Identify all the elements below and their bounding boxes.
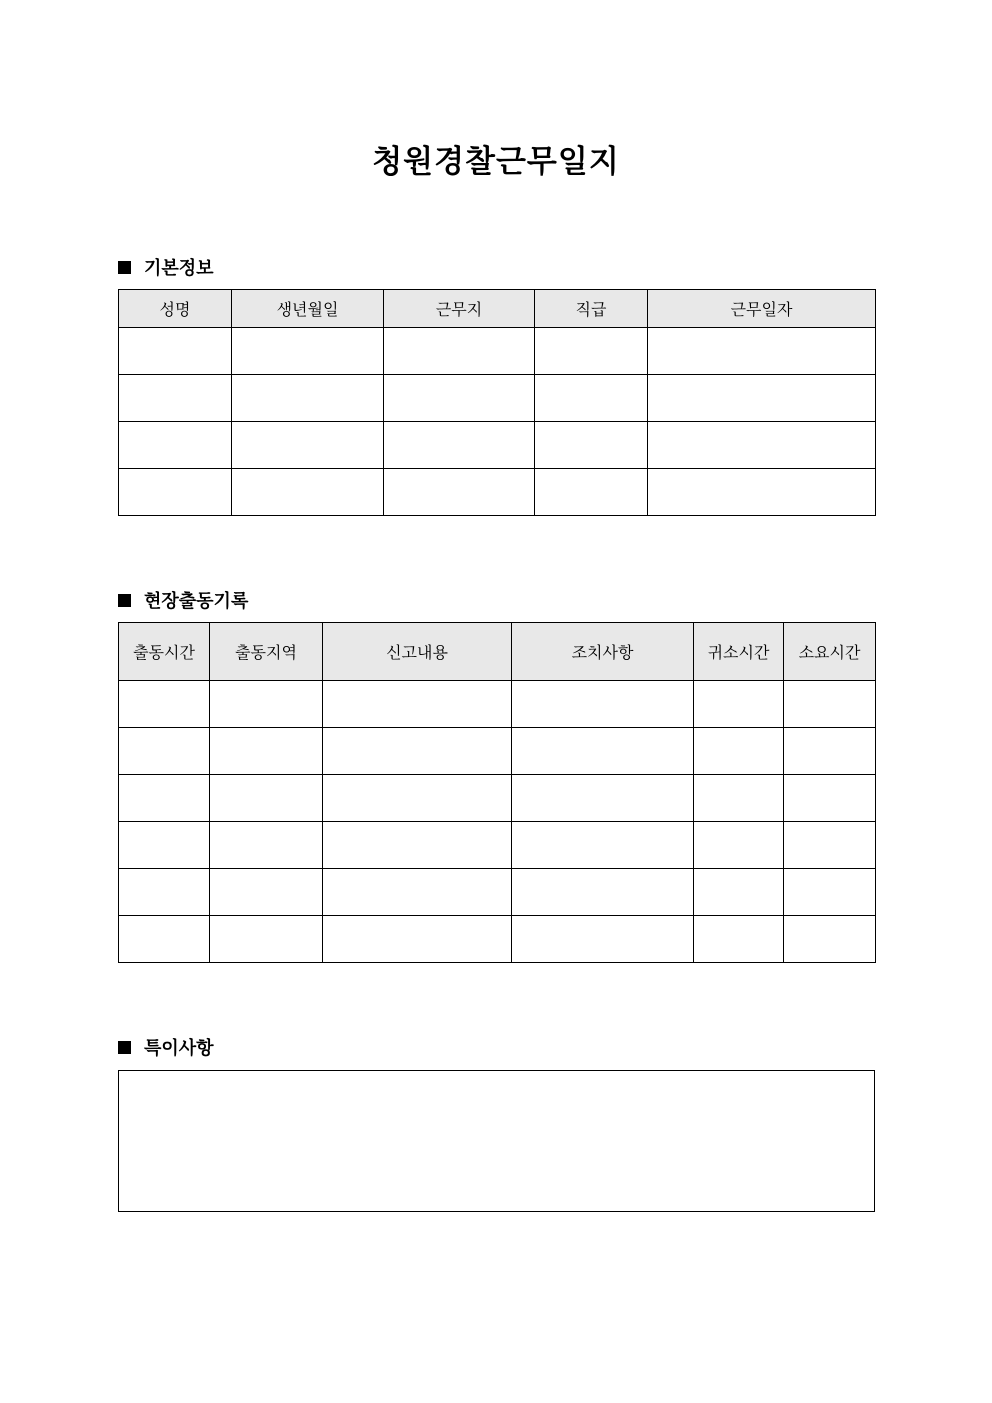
table-cell[interactable] xyxy=(648,328,876,375)
square-bullet-icon xyxy=(118,261,131,274)
table-cell[interactable] xyxy=(232,328,384,375)
square-bullet-icon xyxy=(118,1041,131,1054)
table-row xyxy=(119,469,876,516)
table-cell[interactable] xyxy=(512,916,694,963)
table-row xyxy=(119,728,876,775)
column-header: 소요시간 xyxy=(784,623,876,681)
table-cell[interactable] xyxy=(784,681,876,728)
table-cell[interactable] xyxy=(119,328,232,375)
column-header: 성명 xyxy=(119,290,232,328)
table-cell[interactable] xyxy=(648,422,876,469)
basic-info-heading xyxy=(118,254,214,280)
table-cell[interactable] xyxy=(784,775,876,822)
table-cell[interactable] xyxy=(323,869,512,916)
table-cell[interactable] xyxy=(512,775,694,822)
table-row xyxy=(119,422,876,469)
table-cell[interactable] xyxy=(323,728,512,775)
table-cell[interactable] xyxy=(694,681,784,728)
table-cell[interactable] xyxy=(210,869,323,916)
table-cell[interactable] xyxy=(210,775,323,822)
column-header: 신고내용 xyxy=(323,623,512,681)
table-cell[interactable] xyxy=(694,728,784,775)
table-cell[interactable] xyxy=(119,916,210,963)
table-cell[interactable] xyxy=(232,375,384,422)
page-title: 청원경찰근무일지 xyxy=(372,144,620,180)
column-header: 생년월일 xyxy=(232,290,384,328)
table-cell[interactable] xyxy=(323,822,512,869)
table-cell[interactable] xyxy=(384,422,535,469)
column-header: 출동시간 xyxy=(119,623,210,681)
table-cell[interactable] xyxy=(784,728,876,775)
table-cell[interactable] xyxy=(512,822,694,869)
table-cell[interactable] xyxy=(119,469,232,516)
table-cell[interactable] xyxy=(119,869,210,916)
dispatch-record-heading-label: 현장출동기록 xyxy=(144,591,249,612)
table-cell[interactable] xyxy=(232,422,384,469)
remarks-box[interactable] xyxy=(118,1070,875,1212)
table-cell[interactable] xyxy=(535,375,648,422)
table-cell[interactable] xyxy=(119,375,232,422)
table-header-row xyxy=(119,290,876,328)
table-cell[interactable] xyxy=(694,822,784,869)
remarks-heading xyxy=(118,1034,214,1060)
table-row xyxy=(119,822,876,869)
dispatch-record-heading xyxy=(118,587,248,613)
table-row xyxy=(119,869,876,916)
basic-info-table xyxy=(118,289,876,516)
table-cell[interactable] xyxy=(323,681,512,728)
table-cell[interactable] xyxy=(119,681,210,728)
table-cell[interactable] xyxy=(232,469,384,516)
column-header: 근무지 xyxy=(384,290,535,328)
column-header: 근무일자 xyxy=(648,290,876,328)
table-cell[interactable] xyxy=(210,728,323,775)
table-cell[interactable] xyxy=(210,681,323,728)
table-cell[interactable] xyxy=(784,916,876,963)
column-header: 조치사항 xyxy=(512,623,694,681)
table-cell[interactable] xyxy=(535,469,648,516)
table-cell[interactable] xyxy=(784,869,876,916)
dispatch-record-table xyxy=(118,622,876,963)
table-cell[interactable] xyxy=(694,916,784,963)
table-cell[interactable] xyxy=(512,728,694,775)
table-cell[interactable] xyxy=(694,775,784,822)
table-cell[interactable] xyxy=(323,775,512,822)
column-header: 직급 xyxy=(535,290,648,328)
column-header: 출동지역 xyxy=(210,623,323,681)
table-cell[interactable] xyxy=(210,822,323,869)
column-header: 귀소시간 xyxy=(694,623,784,681)
table-cell[interactable] xyxy=(119,728,210,775)
table-cell[interactable] xyxy=(784,822,876,869)
table-cell[interactable] xyxy=(535,422,648,469)
table-cell[interactable] xyxy=(119,422,232,469)
table-cell[interactable] xyxy=(648,469,876,516)
table-cell[interactable] xyxy=(384,375,535,422)
table-cell[interactable] xyxy=(694,869,784,916)
table-cell[interactable] xyxy=(119,822,210,869)
table-cell[interactable] xyxy=(119,775,210,822)
table-cell[interactable] xyxy=(512,681,694,728)
table-cell[interactable] xyxy=(648,375,876,422)
table-cell[interactable] xyxy=(535,328,648,375)
table-cell[interactable] xyxy=(384,469,535,516)
square-bullet-icon xyxy=(118,594,131,607)
table-cell[interactable] xyxy=(512,869,694,916)
table-cell[interactable] xyxy=(384,328,535,375)
table-row xyxy=(119,375,876,422)
basic-info-heading-label: 기본정보 xyxy=(144,258,214,279)
remarks-heading-label: 특이사항 xyxy=(144,1038,214,1059)
table-row xyxy=(119,328,876,375)
table-row xyxy=(119,916,876,963)
table-cell[interactable] xyxy=(323,916,512,963)
table-row xyxy=(119,775,876,822)
table-cell[interactable] xyxy=(210,916,323,963)
table-row xyxy=(119,681,876,728)
table-header-row xyxy=(119,623,876,681)
